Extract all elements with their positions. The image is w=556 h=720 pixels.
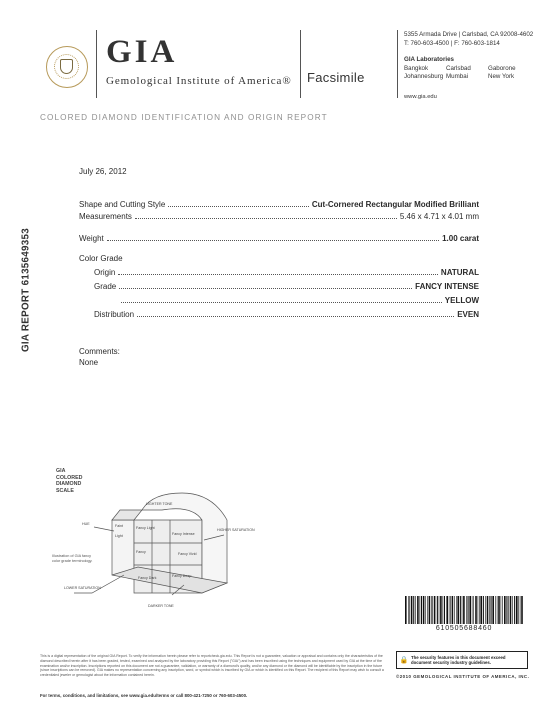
terms-suffix: or call 800-421-7250 or 760-603-4500. <box>169 693 248 698</box>
header-divider <box>96 30 97 98</box>
barcode-bar <box>480 596 482 624</box>
field-label: Grade <box>94 282 117 291</box>
barcode-bar <box>431 596 432 624</box>
facsimile-label: Facsimile <box>307 70 365 85</box>
barcode-bar <box>479 596 480 624</box>
lab-city: Bangkok <box>404 64 429 72</box>
leader-dots <box>118 274 438 275</box>
barcode-bar <box>489 596 490 624</box>
website-link[interactable]: www.gia.edu <box>404 94 437 100</box>
barcode-bar <box>449 596 450 624</box>
comments-block <box>79 346 120 368</box>
phone-line: T: 760-603-4500 | F: 760-603-1814 <box>404 40 500 47</box>
barcode-number: 610505688460 <box>435 625 493 632</box>
barcode-bar <box>504 596 506 624</box>
lab-city: Carlsbad <box>446 64 471 72</box>
diagram-label: DARKER TONE <box>148 604 174 608</box>
diagram-label: HUE <box>82 522 90 526</box>
barcode-bar <box>429 596 431 624</box>
field-value: Cut-Cornered Rectangular Modified Brilliant <box>311 200 479 209</box>
field-label: Distribution <box>94 310 135 319</box>
fine-print: This is a digital representation of the original GIA Report. To verify the information herein please refer to reportcheck.gia.edu. This Report is not a guarantee, valuation or appraisal and contains only the characteristics of the diamond described herein after it has been graded, tested, examined and analyzed by the laboratory providing this Report ("GIA") and has been inscribed using the techniques and equipment used by GIA at the time of the examination and/or inscription. Inscriptions reported on this document are not a guarantee, validation, or warranty of a diamond's quality, and/or any diamond or the diamond will be identifiable by the inscription in the future (since inscriptions can be removed). GIA makes no representation concerning any inscription, word, or symbol which is inscribed by GIA or which is identified on this Report. The recipient of this Report may wish to consult a credentialed jeweler or gemologist about the information contained herein. <box>40 654 384 678</box>
grade-row <box>94 280 479 291</box>
barcode-bar <box>506 596 507 624</box>
barcode-bar <box>466 596 467 624</box>
diagram-label: LIGHTER TONE <box>146 502 173 506</box>
header-divider-2 <box>300 30 301 98</box>
leader-dots <box>137 316 454 317</box>
barcode-bar <box>514 596 515 624</box>
security-text <box>411 655 506 665</box>
report-title: COLORED DIAMOND IDENTIFICATION AND ORIGIN REPORT <box>40 113 328 122</box>
address-line: 5355 Armada Drive | Carlsbad, CA 92008-4602 <box>404 31 534 38</box>
barcode-bar <box>483 596 484 624</box>
scale-title-line: DIAMOND <box>56 481 82 487</box>
barcode-bar <box>452 596 454 624</box>
barcode-bar <box>457 596 459 624</box>
barcode-bar <box>518 596 519 624</box>
field-value: 1.00 carat <box>442 234 479 243</box>
barcode-bar <box>409 596 410 624</box>
comments-label: Comments: <box>79 347 120 356</box>
security-line: document security industry guidelines. <box>411 660 491 665</box>
barcode-bar <box>443 596 444 624</box>
diagram-label: HIGHER SATURATION <box>217 528 255 532</box>
barcode-bar <box>450 596 451 624</box>
leader-dots <box>121 302 442 303</box>
field-label: Shape and Cutting Style <box>79 200 166 209</box>
field-value: NATURAL <box>440 268 479 277</box>
diagram-label: Fancy Intense <box>172 532 195 536</box>
lab-city: Johannesburg <box>404 73 444 80</box>
tone-column-side <box>112 510 142 520</box>
terms-link[interactable]: www.gia.edu/terms <box>129 693 170 698</box>
barcode-bar <box>469 596 471 624</box>
field-label: Weight <box>79 234 104 243</box>
measurements-row <box>79 210 479 221</box>
barcode-bar <box>460 596 461 624</box>
lab-address <box>404 30 533 48</box>
barcode-bar <box>408 596 409 624</box>
barcode-bar <box>502 596 503 624</box>
barcode-bar <box>437 596 438 624</box>
barcode-bar <box>425 596 426 624</box>
barcode-bar <box>512 596 513 624</box>
leader-dots <box>168 206 309 207</box>
barcode-bar <box>492 596 494 624</box>
barcode-bar <box>487 596 489 624</box>
field-value: YELLOW <box>444 296 479 305</box>
origin-row <box>94 266 479 277</box>
barcode-bar <box>420 596 421 624</box>
weight-row <box>79 232 479 243</box>
leader-dots <box>107 240 439 241</box>
barcode-bar <box>468 596 469 624</box>
labs-title: GIA Laboratories <box>404 56 454 63</box>
barcode-bar <box>432 596 433 624</box>
diagram-label: Fancy Dark <box>138 576 157 580</box>
barcode-bar <box>411 596 413 624</box>
barcode-bar <box>454 596 455 624</box>
report-date: July 26, 2012 <box>79 167 127 176</box>
gia-seal-icon <box>46 46 88 88</box>
barcode-bar <box>491 596 492 624</box>
barcode-bar <box>444 596 445 624</box>
field-label: Measurements <box>79 212 132 221</box>
barcode-bar <box>423 596 425 624</box>
barcode-bar <box>520 596 521 624</box>
leader-dots <box>135 218 397 219</box>
diagram-caption: Illustration of GIA fancy color grade terminology. <box>52 554 93 563</box>
terms-line <box>40 693 247 698</box>
color-grade-heading: Color Grade <box>79 254 123 263</box>
security-notice <box>396 651 528 669</box>
barcode-bar <box>434 596 436 624</box>
shape-row <box>79 198 479 209</box>
barcode-bar <box>485 596 486 624</box>
field-value: 5.46 x 4.71 x 4.01 mm <box>399 212 479 221</box>
comments-value: None <box>79 358 99 367</box>
barcode-bar <box>415 596 416 624</box>
barcode-bar <box>508 596 509 624</box>
gia-subtitle: Gemological Institute of America® <box>106 75 292 87</box>
barcode-bar <box>495 596 496 624</box>
field-value: FANCY INTENSE <box>415 282 479 291</box>
header-divider-3 <box>397 30 398 98</box>
barcode-bar <box>413 596 414 624</box>
side-report-number <box>0 0 32 353</box>
barcode-bar <box>473 596 474 624</box>
barcode-bar <box>440 596 442 624</box>
lab-locations <box>404 56 528 82</box>
gia-logo-text: GIA <box>106 34 178 70</box>
grade-row-2 <box>118 294 479 305</box>
lock-icon: 🔒 <box>399 657 409 664</box>
diagram-label: Faint <box>115 524 123 528</box>
barcode-bar <box>456 596 457 624</box>
barcode-bar <box>446 596 448 624</box>
barcode-bar <box>427 596 428 624</box>
tone-column <box>112 520 134 575</box>
copyright: ©2010 GEMOLOGICAL INSTITUTE OF AMERICA, INC. <box>396 674 530 679</box>
security-line: The security features in this document exceed <box>411 655 506 660</box>
diagram-label: Fancy Deep <box>172 574 192 578</box>
diagram-label: LOWER SATURATION <box>64 586 101 590</box>
scale-title-line: GIA <box>56 468 66 474</box>
scale-title-line: SCALE <box>56 487 74 494</box>
scale-title-line: COLORED <box>56 474 83 481</box>
barcode-bar <box>521 596 523 624</box>
barcode-bar <box>439 596 440 624</box>
barcode-bar <box>501 596 502 624</box>
barcode-bar <box>510 596 512 624</box>
barcode-bar <box>497 596 498 624</box>
diagram-label: Fancy Light <box>136 526 155 530</box>
lab-city: Gaborone <box>488 64 516 72</box>
barcode-bar <box>417 596 419 624</box>
diagram-label: Fancy <box>136 550 146 554</box>
lab-city: New York <box>488 73 515 80</box>
terms-prefix: For terms, conditions, and limitations, see <box>40 693 130 698</box>
barcode-bar <box>405 596 407 624</box>
barcode-bar <box>516 596 518 624</box>
lab-city: Mumbai <box>446 73 469 80</box>
color-scale-diagram <box>52 465 262 615</box>
barcode-bar <box>472 596 473 624</box>
barcode-bar <box>475 596 477 624</box>
report-number: GIA REPORT 6135649353 <box>20 227 32 353</box>
diagram-label: Fancy Vivid <box>178 552 197 556</box>
distribution-row <box>94 308 479 319</box>
leader-dots <box>119 288 412 289</box>
field-label: Origin <box>94 268 116 277</box>
diagram-label: Light <box>115 534 123 538</box>
field-value: EVEN <box>457 310 479 319</box>
barcode-bar <box>478 596 479 624</box>
barcode-bar <box>462 596 463 624</box>
barcode-bar <box>421 596 422 624</box>
barcode-bar <box>498 596 500 624</box>
barcode-bar <box>463 596 465 624</box>
barcode <box>405 596 523 624</box>
